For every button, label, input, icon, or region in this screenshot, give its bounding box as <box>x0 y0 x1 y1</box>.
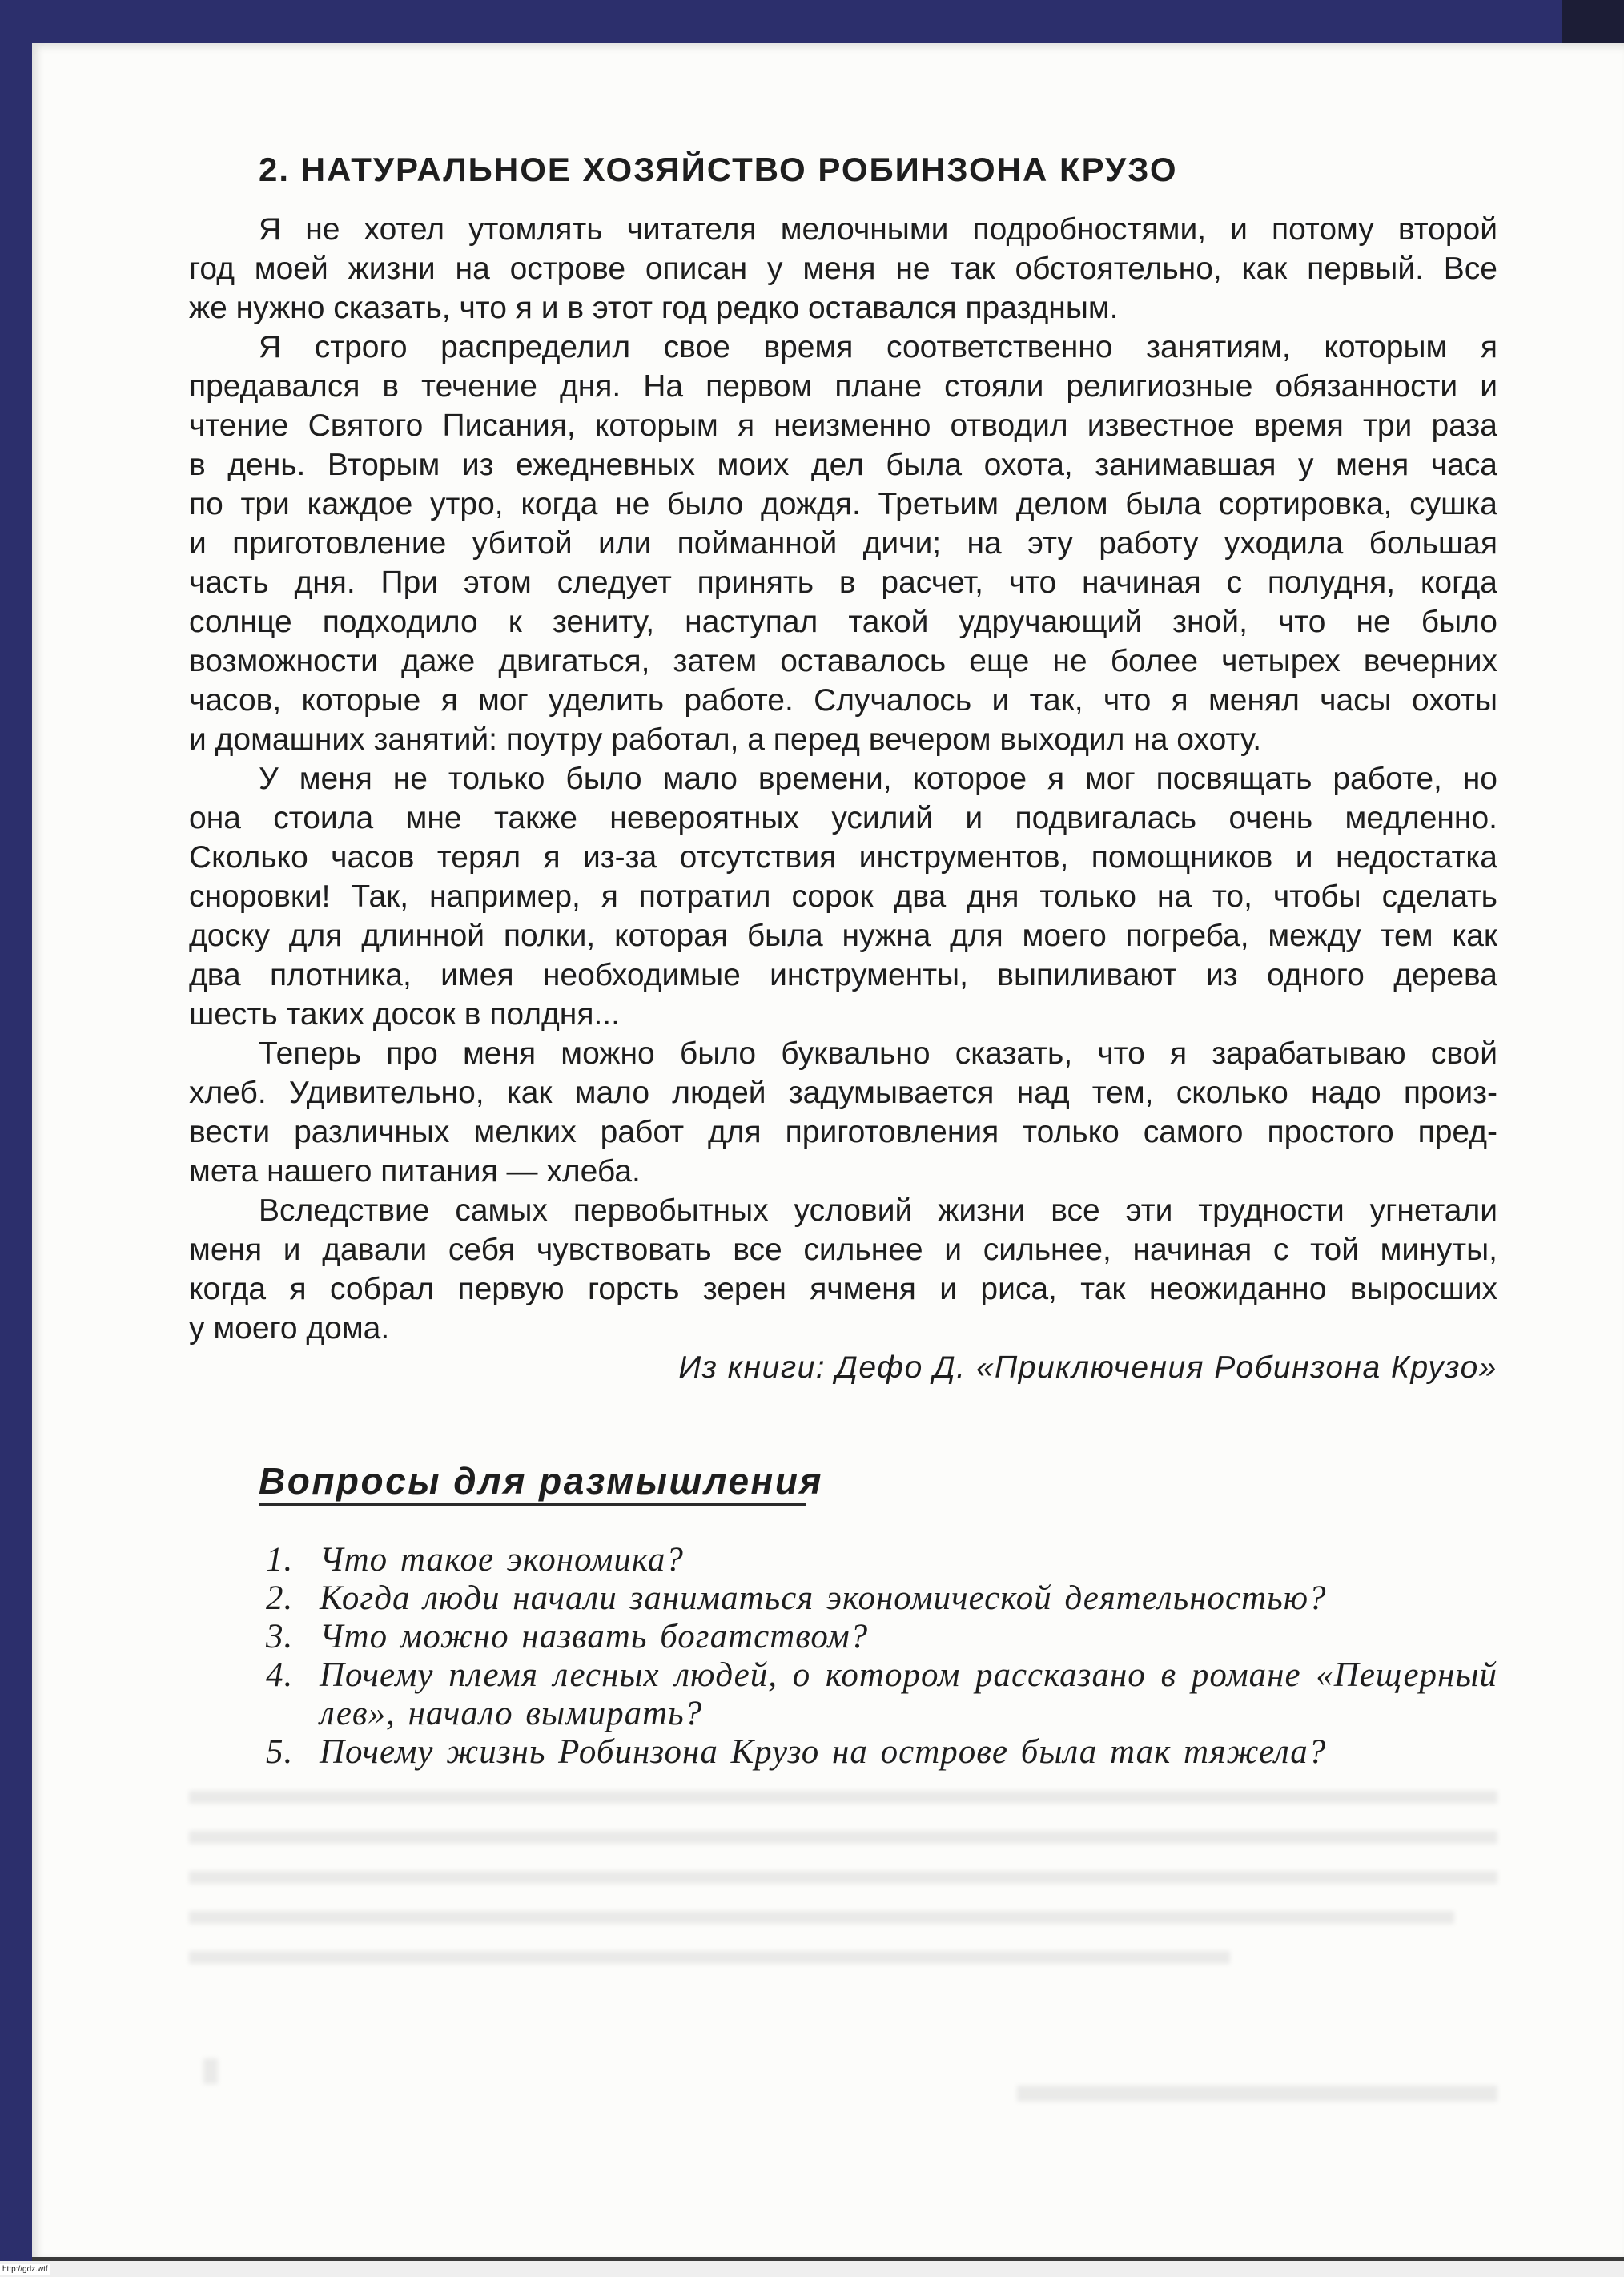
paragraph <box>189 328 1497 759</box>
text-line: хлеб. Удивительно, как мало людей задумывается над тем, сколько надо произ- <box>189 1076 1497 1110</box>
question-text <box>320 1541 1497 1579</box>
text-line: У меня не только было мало времени, которое я мог посвящать работе, но <box>259 762 1497 796</box>
paragraph <box>189 210 1497 328</box>
question-item <box>266 1579 1497 1618</box>
question-item <box>266 1656 1497 1733</box>
text-line: меня и давали себя чувствовать все сильнее и сильнее, начиная с той минуты, <box>189 1233 1497 1267</box>
text-line: в день. Вторым из ежедневных моих дел была охота, занимавшая у меня часа <box>189 448 1497 482</box>
question-text <box>320 1656 1497 1733</box>
question-line: лев», начало вымирать? <box>320 1695 703 1732</box>
question-item <box>266 1618 1497 1656</box>
text-line: у моего дома. <box>189 1311 390 1346</box>
text-line: часть дня. При этом следует принять в расчет, что начиная с полудня, когда <box>189 565 1497 600</box>
question-line: Когда люди начали заниматься экономической деятельностью? <box>320 1579 1327 1617</box>
question-number: 1. <box>266 1541 294 1579</box>
show-through-line <box>189 1911 1454 1924</box>
text-line: часов, которые я мог уделить работе. Случалось и так, что я менял часы охоты <box>189 683 1497 718</box>
show-through-line <box>189 1831 1497 1844</box>
text-line: шесть таких досок в полдня... <box>189 997 620 1032</box>
text-line: год моей жизни на острове описан у меня не так обстоятельно, как первый. Все <box>189 251 1497 286</box>
text-line: два плотника, имея необходимые инструменты, выпиливают из одного дерева <box>189 958 1497 992</box>
question-line: Почему племя лесных людей, о котором рассказано в романе «Пещерный <box>320 1656 1497 1694</box>
question-text <box>320 1579 1497 1618</box>
question-item <box>266 1541 1497 1579</box>
show-through-line <box>1017 2086 1497 2102</box>
text-line: возможности даже двигаться, затем оставалось еще не более четырех вечерних <box>189 644 1497 678</box>
questions-heading: Вопросы для размышления <box>259 1460 824 1502</box>
paragraph <box>189 1191 1497 1348</box>
text-line: и приготовление убитой или пойманной дичи; на эту работу уходила большая <box>189 526 1497 561</box>
text-line: она стоила мне также невероятных усилий и подвигалась очень медленно. <box>189 801 1497 835</box>
binding-corner <box>1562 0 1624 43</box>
scan-bottom-margin <box>0 2261 1624 2277</box>
text-line: вести различных мелких работ для приготовления только самого простого пред- <box>189 1115 1497 1149</box>
text-line: и домашних занятий: поутру работал, а перед вечером выходил на охоту. <box>189 722 1262 757</box>
question-number: 4. <box>266 1656 294 1694</box>
text-line: когда я собрал первую горсть зерен ячменя и риса, так неожиданно выросших <box>189 1272 1497 1306</box>
source-citation: Из книги: Дефо Д. «Приключения Робинзона Крузо» <box>678 1350 1497 1385</box>
paragraph <box>189 759 1497 1034</box>
text-line: Теперь про меня можно было буквально сказать, что я зарабатываю свой <box>259 1036 1497 1071</box>
paragraph <box>189 1034 1497 1191</box>
text-line: солнце подходило к зениту, наступал такой удручающий зной, что не было <box>189 605 1497 639</box>
text-line: сноровки! Так, например, я потратил сорок два дня только на то, чтобы сделать <box>189 879 1497 914</box>
question-line: Почему жизнь Робинзона Крузо на острове была так тяжела? <box>320 1733 1327 1771</box>
show-through-line <box>189 1791 1497 1804</box>
text-line: чтение Святого Писания, которым я неизменно отводил известное время три раза <box>189 408 1497 443</box>
question-line: Что можно назвать богатством? <box>320 1618 869 1655</box>
text-line: предавался в течение дня. На первом плане стояли религиозные обязанности и <box>189 369 1497 404</box>
text-line: Я строго распределил свое время соответственно занятиям, которым я <box>259 330 1497 364</box>
section-title: 2. НАТУРАЛЬНОЕ ХОЗЯЙСТВО РОБИНЗОНА КРУЗО <box>259 151 1178 188</box>
question-number: 5. <box>266 1733 294 1771</box>
text-line: Вследствие самых первобытных условий жизни все эти трудности угнетали <box>259 1193 1497 1228</box>
text-line: доску для длинной полки, которая была нужна для моего погреба, между тем как <box>189 919 1497 953</box>
excerpt-text <box>189 210 1497 1387</box>
source-watermark: http://gdz.wtf <box>0 2264 50 2275</box>
question-number: 3. <box>266 1618 294 1655</box>
question-text <box>320 1733 1497 1772</box>
question-item <box>266 1733 1497 1772</box>
text-line: по три каждое утро, когда не было дождя. Третьим делом была сортировка, сушка <box>189 487 1497 521</box>
questions-list <box>266 1541 1497 1772</box>
question-line: Что такое экономика? <box>320 1541 684 1579</box>
text-line: мета нашего питания — хлеба. <box>189 1154 641 1189</box>
text-line: же нужно сказать, что я и в этот год редко оставался праздным. <box>189 291 1119 325</box>
show-through-mark <box>203 2058 218 2084</box>
show-through-line <box>189 1871 1497 1884</box>
text-line: Сколько часов терял я из-за отсутствия инструментов, помощников и недостатка <box>189 840 1497 875</box>
heading-underline <box>259 1503 806 1506</box>
question-number: 2. <box>266 1579 294 1617</box>
question-text <box>320 1618 1497 1656</box>
text-line: Я не хотел утомлять читателя мелочными подробностями, и потому второй <box>259 212 1497 247</box>
show-through-line <box>189 1951 1230 1964</box>
